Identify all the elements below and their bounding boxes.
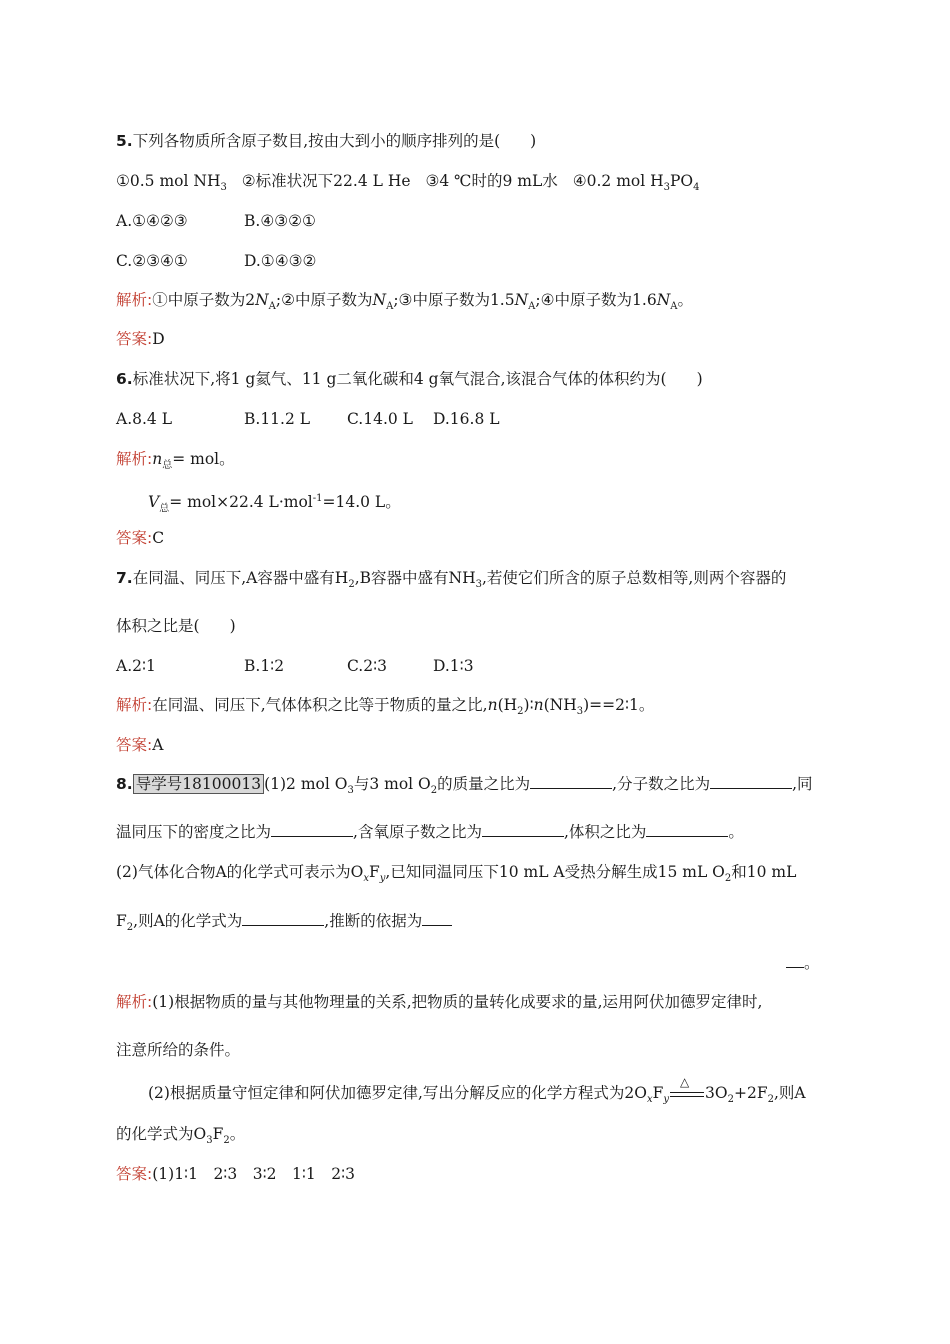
q7-stem-line2: 体积之比是( ) [116,617,236,635]
answer-blank[interactable] [242,910,324,926]
q8-part2-line2: $F_2$,则A的化学式为 ,推断的依据为 [116,910,840,939]
q8-part2: (2)气体化合物A的化学式可表示为$O_xF_y$,已知同温同压下10 mL A受热分解生成15 mL $O_2$和10 mL [116,863,797,885]
analysis-label: 解析: [116,993,153,1011]
item-2: ②标准状况下22.4 L He [241,172,411,190]
item-3: ③4 ℃时的9 mL水 [425,172,558,190]
q7-stem: 7.在同温、同压下,A容器中盛有$H_2,B$容器中盛有$NH_3$,若使它们所含的原子总数相等,则两个容器的 [116,569,787,591]
answer-label: 答案: [116,736,153,754]
q8-answer [116,1163,840,1185]
answer-label: 答案: [116,529,153,547]
answer-value: A [152,736,164,754]
option-c: C.②③④① [116,252,188,270]
item-1: ①0.5 mol NH [116,172,221,190]
q6-analysis: 解析$:n_总=$ mol。 [116,450,235,472]
q8-part2-line3: 。 [786,952,840,974]
q8-part1: 8. 导学号18100013 (1)2 mol $O_3$与3 mol $O_2$的质量之比为 ,分子数之比为 ,同 [116,775,813,797]
q6-answer [116,527,840,549]
question-number: 6. [116,370,133,388]
q5-stem: 5.下列各物质所含原子数目,按由大到小的顺序排列的是( ) [116,132,537,150]
analysis-label: 解析: [116,450,153,468]
option-c: C.2∶3 [347,657,387,675]
question-number: 8. [116,775,133,793]
option-d: D.①④③② [244,252,317,270]
option-a: A.①④②③ [116,212,188,230]
q5-answer [116,328,840,350]
option-b: B.1∶2 [244,657,285,675]
answer-blank[interactable] [271,821,353,837]
answer-blank[interactable] [710,773,792,789]
reference-tag: 导学号18100013 [133,774,264,794]
answer-blank[interactable] [646,821,728,837]
option-a: A.2∶1 [116,657,156,675]
answer-blank[interactable] [482,821,564,837]
answer-blank[interactable] [422,910,452,926]
q6-options [116,408,840,430]
answer-value: C [152,529,165,547]
answer-label: 答案: [116,1165,153,1183]
item-4: ④0.2 mol H [572,172,664,190]
option-b: B.④③②① [244,212,316,230]
option-d: D.16.8 L [433,410,500,428]
q6-analysis-volume: $V_总= mol\times 22.4$ L·mol$^{-1}$=14.0 L。 [148,493,401,515]
question-text: 下列各物质所含原子数目,按由大到小的顺序排列的是( [132,132,501,150]
q5-items: ①0.5 mol $NH_3$ ②标准状况下22.4 L He ③4 ℃时的9 mL水 ④0.2 mol $H_3PO_4$ [116,172,700,194]
question-text: 标准状况下,将1 g氦气、11 g二氧化碳和4 g氧气混合,该混合气体的体积约为( [132,370,667,388]
option-a: A.8.4 L [116,410,172,428]
heat-triangle-icon: △ [680,1075,690,1089]
q6-stem: 6.标准状况下,将1 g氦气、11 g二氧化碳和4 g氧气混合,该混合气体的体积约为( ) [116,370,703,388]
answer-blank[interactable] [786,952,804,968]
q7-analysis: 解析:在同温、同压下,气体体积之比等于物质的量之比$,n(H_2)∶n(NH_3)==2∶1$。 [116,696,655,718]
q8-analysis-2b: 的化学式为$O_3F_2$。 [116,1125,246,1147]
q7-options [116,655,840,677]
q5-options-ab [116,210,840,232]
answer-label: 答案: [116,330,153,348]
q8-analysis-1: 解析:(1)根据物质的量与其他物理量的关系,把物质的量转化成要求的量,运用阿伏加德罗定律时, [116,993,763,1011]
q5-options-cd [116,250,840,272]
q5-analysis: 解析:①中原子数为$2N_A;②$中原子数为$N_A;③$中原子数为$1.5N_A;④$中原子数为$1.6N_A$。 [116,291,693,313]
option-b: B.11.2 L [244,410,311,428]
question-number: 7. [116,569,133,587]
q8-analysis-2: (2)根据质量守恒定律和阿伏加德罗定律,写出分解反应的化学方程式为$2O_xF_y$ △ $3O_2+2F_2$,则A [148,1075,806,1106]
q8-part1-line2: 温同压下的密度之比为 ,含氧原子数之比为 ,体积之比为 。 [116,823,744,841]
answer-blank[interactable] [530,773,612,789]
q8-analysis-1b: 注意所给的条件。 [116,1041,241,1059]
question-number: 5. [116,132,133,150]
answer-value: D [152,330,165,348]
analysis-label: 解析: [116,291,153,309]
heating-arrow [670,1075,704,1100]
option-c: C.14.0 L [347,410,413,428]
option-d: D.1∶3 [433,657,474,675]
q7-answer [116,734,840,756]
answer-value: (1)1∶1 2∶3 3∶2 1∶1 2∶3 [152,1165,355,1183]
analysis-label: 解析: [116,696,153,714]
